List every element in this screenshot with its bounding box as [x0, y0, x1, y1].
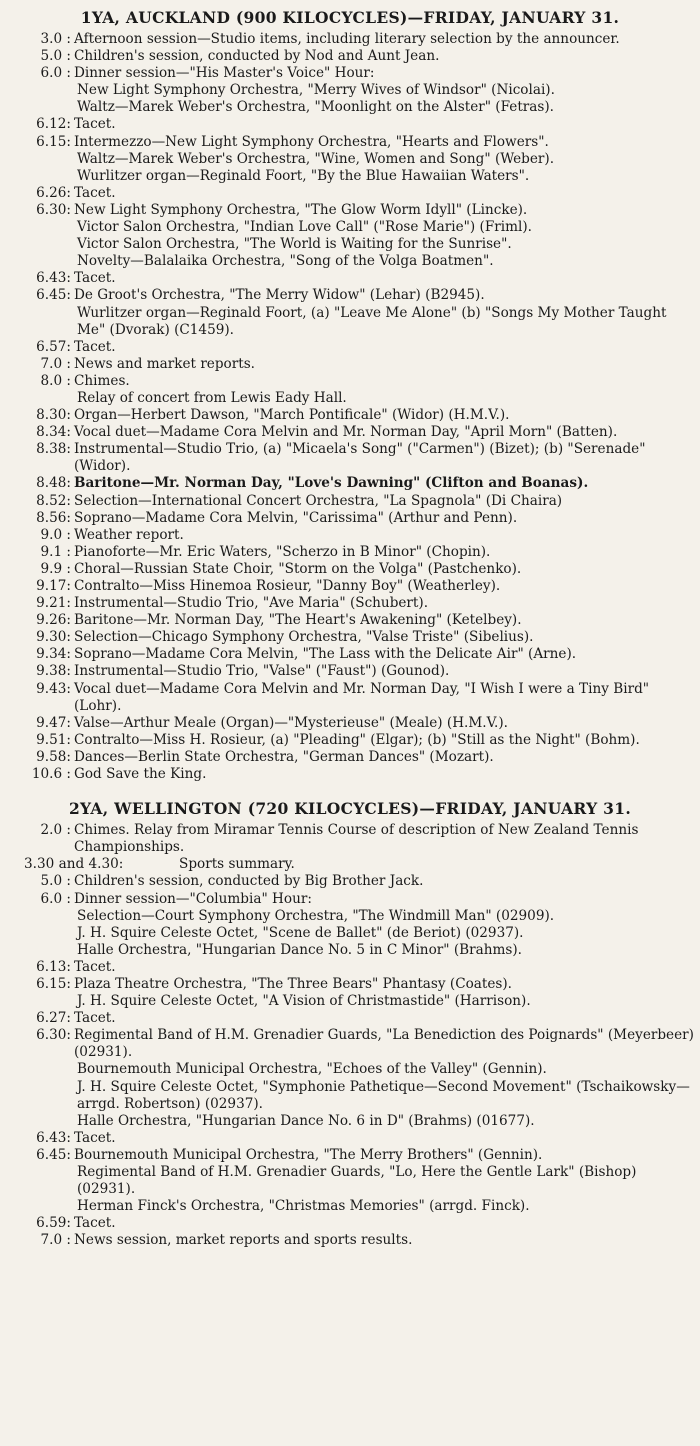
entry-subline: Waltz—Marek Weber's Orchestra, "Wine, Women and Song" (Weber). [77, 150, 555, 167]
entry-text: Pianoforte—Mr. Eric Waters, "Scherzo in B Minor" (Chopin). [74, 543, 491, 560]
entry-text: Vocal duet—Madame Cora Melvin and Mr. Norman Day, "April Morn" (Batten). [74, 424, 618, 441]
entry-time: 6.57: [36, 338, 71, 355]
entry-time: 8.52: [36, 492, 71, 509]
programme-entry [4, 749, 696, 766]
programme-entry [4, 441, 696, 475]
entry-text: Dinner session—"His Master's Voice" Hour: [74, 65, 375, 82]
entry-time: 8.56: [36, 509, 71, 526]
entry-time: 3.30 and 4.30: [24, 856, 124, 873]
programme-entry [4, 681, 696, 715]
programme-entry [4, 339, 696, 356]
entry-text: Tacet. [74, 1010, 116, 1027]
programme-entry [4, 373, 696, 390]
entry-time: 3.0 : [40, 31, 71, 47]
entry-text: Weather report. [74, 526, 184, 543]
entry-text: Sports summary. [179, 856, 295, 873]
entry-text: Tacet. [74, 1129, 116, 1146]
entry-time: 6.45: [36, 1146, 71, 1163]
programme-entry [4, 646, 696, 663]
programme-entry [4, 527, 696, 544]
entry-time: 6.26: [36, 184, 71, 201]
entry-time: 6.30: [36, 1027, 71, 1044]
programme-entry [4, 202, 696, 219]
entry-time: 8.30: [36, 407, 71, 424]
programme-entry [4, 1130, 696, 1147]
entry-time: 9.21: [36, 595, 71, 612]
programme-entry [4, 65, 696, 82]
entry-text: Regimental Band of H.M. Grenadier Guards, "La Benediction des Poignards" (Meyerbeer) (02931). [74, 1027, 694, 1061]
entry-time: 6.0 : [40, 65, 71, 82]
section-wellington [0, 799, 700, 1249]
entry-time: 6.59: [36, 1215, 71, 1232]
entry-time: 10.6 : [31, 766, 71, 783]
entry-subline: Waltz—Marek Weber's Orchestra, "Moonlight on the Alster" (Fetras). [77, 99, 555, 116]
programme-entry [4, 595, 696, 612]
entry-time: 6.43: [36, 1129, 71, 1146]
entry-subline: J. H. Squire Celeste Octet, "Scene de Ballet" (de Beriot) (02937). [77, 924, 524, 941]
programme-entry [4, 578, 696, 595]
programme-entry [4, 822, 696, 856]
programme-entry [4, 732, 696, 749]
programme-entry [4, 1147, 696, 1164]
entry-text: News session, market reports and sports results. [74, 1232, 413, 1249]
programme-list [0, 31, 700, 783]
entry-subline: Wurlitzer organ—Reginald Foort, "By the Blue Hawaiian Waters". [77, 167, 530, 184]
entry-text: Baritone—Mr. Norman Day, "Love's Dawning" (Clifton and Boanas). [74, 475, 589, 492]
programme-entry [4, 116, 696, 133]
entry-subline: Novelty—Balalaika Orchestra, "Song of the Volga Boatmen". [77, 253, 494, 270]
entry-time: 6.12: [36, 116, 71, 133]
entry-time: 8.0 : [40, 372, 71, 389]
entry-time: 9.58: [36, 748, 71, 765]
entry-time: 9.0 : [40, 526, 71, 543]
entry-text: Afternoon session—Studio items, including literary selection by the announcer. [74, 31, 620, 47]
programme-entry [4, 287, 696, 304]
entry-subline: Victor Salon Orchestra, "Indian Love Call" ("Rose Marie") (Friml). [77, 219, 532, 236]
programme-entry [4, 31, 696, 48]
entry-text: New Light Symphony Orchestra, "The Glow Worm Idyll" (Lincke). [74, 201, 528, 218]
entry-text: De Groot's Orchestra, "The Merry Widow" (Lehar) (B2945). [74, 287, 485, 304]
entry-text: God Save the King. [74, 766, 207, 783]
entry-text: Tacet. [74, 116, 116, 133]
entry-text: Dinner session—"Columbia" Hour: [74, 890, 312, 907]
entry-text: Bournemouth Municipal Orchestra, "The Merry Brothers" (Gennin). [74, 1146, 543, 1163]
entry-time: 5.0 : [40, 48, 71, 65]
entry-text: Chimes. [74, 372, 130, 389]
entry-text: News and market reports. [74, 355, 255, 372]
entry-text: Tacet. [74, 338, 116, 355]
entry-time: 6.43: [36, 270, 71, 287]
entry-text: Tacet. [74, 958, 116, 975]
entry-subline: Herman Finck's Orchestra, "Christmas Memories" (arrgd. Finck). [77, 1198, 530, 1215]
programme-entry [4, 976, 696, 993]
entry-text: Tacet. [74, 270, 116, 287]
entry-text: Selection—International Concert Orchestra, "La Spagnola" (Di Chaira) [74, 492, 563, 509]
programme-entry [4, 510, 696, 527]
entry-text: Organ—Herbert Dawson, "March Pontificale" (Widor) (H.M.V.). [74, 407, 510, 424]
entry-time: 9.1 : [40, 543, 71, 560]
programme-entry [4, 1232, 696, 1249]
programme-entry [4, 561, 696, 578]
programme-entry [4, 475, 696, 492]
entry-time: 9.34: [36, 646, 71, 663]
programme-entry [4, 766, 696, 783]
entry-text: Dances—Berlin State Orchestra, "German Dances" (Mozart). [74, 748, 494, 765]
entry-subline: Halle Orchestra, "Hungarian Dance No. 5 in C Minor" (Brahms). [77, 941, 522, 958]
entry-time: 6.30: [36, 201, 71, 218]
entry-time: 9.17: [36, 578, 71, 594]
entry-time: 2.0 : [40, 822, 71, 839]
entry-text: Children's session, conducted by Big Brother Jack. [74, 873, 424, 890]
entry-subline: Regimental Band of H.M. Grenadier Guards, "Lo, Here the Gentle Lark" (Bishop) (02931). [77, 1164, 637, 1198]
section-title: 1YA, AUCKLAND (900 KILOCYCLES)—FRIDAY, JANUARY 31. [80, 8, 620, 27]
entry-subline: New Light Symphony Orchestra, "Merry Wives of Windsor" (Nicolai). [77, 82, 555, 99]
entry-subline: J. H. Squire Celeste Octet, "Symphonie Pathetique—Second Movement" (Tschaikowsky—arrgd. Robertson) (02937). [77, 1078, 690, 1112]
entry-text: Baritone—Mr. Norman Day, "The Heart's Awakening" (Ketelbey). [74, 612, 522, 629]
entry-time: 9.51: [36, 731, 71, 748]
programme-entry [4, 48, 696, 65]
programme-entry [4, 873, 696, 890]
programme-entry [4, 185, 696, 202]
entry-time: 9.26: [36, 612, 71, 629]
programme-entry [4, 544, 696, 561]
entry-text: Tacet. [74, 184, 116, 201]
entry-time: 8.34: [36, 424, 71, 441]
programme-entry [4, 891, 696, 908]
entry-time: 6.15: [36, 975, 71, 992]
entry-text: Instrumental—Studio Trio, "Ave Maria" (Schubert). [74, 595, 429, 612]
entry-text: Soprano—Madame Cora Melvin, "The Lass with the Delicate Air" (Arne). [74, 646, 577, 663]
programme-entry [4, 663, 696, 680]
programme-entry [4, 270, 696, 287]
entry-text: Children's session, conducted by Nod and Aunt Jean. [74, 48, 440, 65]
entry-time: 5.0 : [40, 873, 71, 890]
entry-subline: Relay of concert from Lewis Eady Hall. [77, 389, 347, 406]
entry-subline: Bournemouth Municipal Orchestra, "Echoes of the Valley" (Gennin). [77, 1061, 547, 1078]
entry-time: 6.13: [36, 958, 71, 975]
entry-subline: Halle Orchestra, "Hungarian Dance No. 6 in D" (Brahms) (01677). [77, 1112, 535, 1129]
entry-text: Choral—Russian State Choir, "Storm on the Volga" (Pastchenko). [74, 560, 522, 577]
programme-entry [4, 493, 696, 510]
entry-time: 6.0 : [40, 890, 71, 907]
entry-subline: Selection—Court Symphony Orchestra, "The Windmill Man" (02909). [77, 907, 555, 924]
entry-text: Plaza Theatre Orchestra, "The Three Bears" Phantasy (Coates). [74, 975, 512, 992]
entry-text: Contralto—Miss Hinemoa Rosieur, "Danny Boy" (Weatherley). [74, 578, 501, 594]
entry-subline: Victor Salon Orchestra, "The World is Waiting for the Sunrise". [77, 236, 512, 253]
entry-time: 9.9 : [40, 560, 71, 577]
entry-time: 8.48: [36, 475, 71, 492]
programme-entry [4, 424, 696, 441]
entry-time: 9.38: [36, 663, 71, 680]
entry-text: Contralto—Miss H. Rosieur, (a) "Pleading" (Elgar); (b) "Still as the Night" (Bohm). [74, 731, 640, 748]
entry-time: 9.43: [36, 680, 71, 697]
entry-time: 7.0 : [40, 1232, 71, 1249]
entry-time: 9.47: [36, 714, 71, 731]
entry-text: Vocal duet—Madame Cora Melvin and Mr. Norman Day, "I Wish I were a Tiny Bird" (Lohr). [74, 680, 650, 714]
entry-text: Instrumental—Studio Trio, "Valse" ("Faust") (Gounod). [74, 663, 450, 680]
entry-text: Tacet. [74, 1215, 116, 1232]
entry-text: Soprano—Madame Cora Melvin, "Carissima" (Arthur and Penn). [74, 509, 518, 526]
programme-entry [4, 856, 696, 873]
programme-entry [4, 959, 696, 976]
section-title: 2YA, WELLINGTON (720 KILOCYCLES)—FRIDAY, JANUARY 31. [68, 799, 632, 819]
programme-entry [4, 356, 696, 373]
section-auckland [0, 8, 700, 783]
programme-entry [4, 134, 696, 151]
entry-text: Chimes. Relay from Miramar Tennis Course of description of New Zealand Tennis Championships. [74, 822, 639, 856]
entry-time: 6.27: [36, 1010, 71, 1027]
entry-time: 6.15: [36, 133, 71, 150]
entry-time: 9.30: [36, 629, 71, 646]
programme-list [0, 822, 700, 1249]
programme-entry [4, 715, 696, 732]
entry-text: Instrumental—Studio Trio, (a) "Micaela's Song" ("Carmen") (Bizet); (b) "Serenade" (Widor). [74, 441, 646, 475]
programme-entry [4, 407, 696, 424]
programme-entry [4, 1027, 696, 1061]
programme-entry [4, 629, 696, 646]
entry-text: Valse—Arthur Meale (Organ)—"Mysterieuse" (Meale) (H.M.V.). [74, 714, 508, 731]
programme-entry [4, 612, 696, 629]
programme-entry [4, 1215, 696, 1232]
entry-subline: J. H. Squire Celeste Octet, "A Vision of Christmastide" (Harrison). [77, 993, 531, 1010]
programme-entry [4, 1010, 696, 1027]
entry-time: 6.45: [36, 287, 71, 304]
entry-text: Intermezzo—New Light Symphony Orchestra, "Hearts and Flowers". [74, 133, 549, 150]
entry-time: 8.38: [36, 441, 71, 458]
entry-time: 7.0 : [40, 355, 71, 372]
entry-text: Selection—Chicago Symphony Orchestra, "Valse Triste" (Sibelius). [74, 629, 534, 646]
entry-subline: Wurlitzer organ—Reginald Foort, (a) "Leave Me Alone" (b) "Songs My Mother Taught Me" (Dvorak) (C1459). [77, 304, 667, 338]
